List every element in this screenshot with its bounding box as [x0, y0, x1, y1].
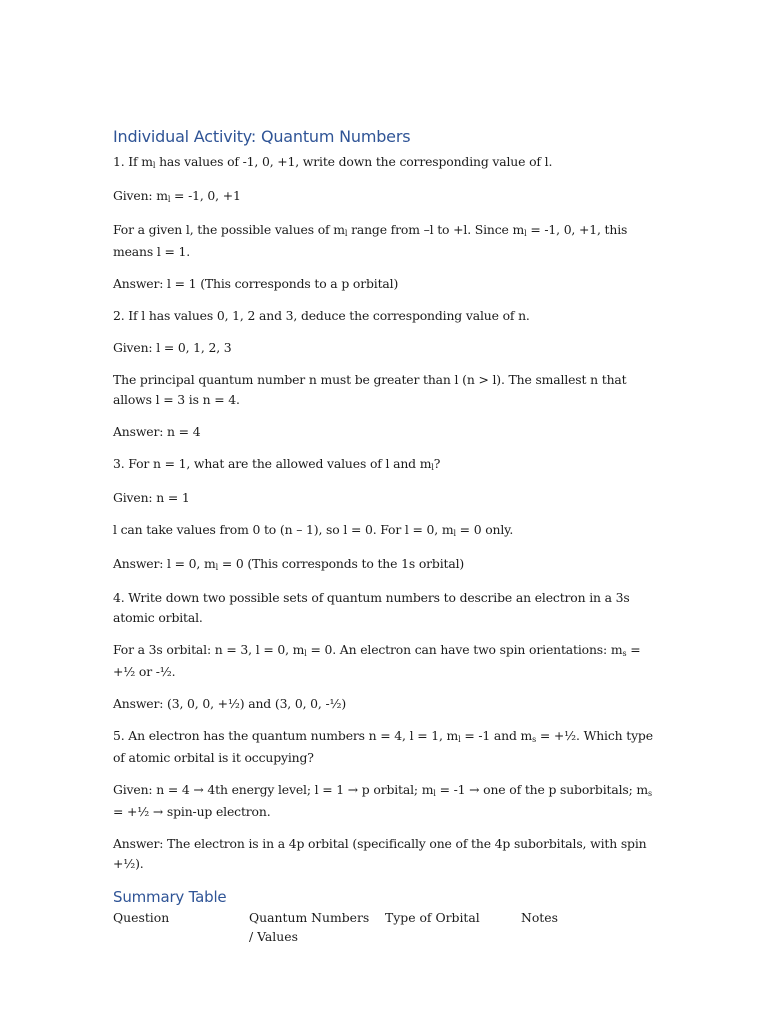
document-page: [113, 124, 658, 946]
q3-given: Given: n = 1: [113, 490, 190, 505]
summary-table-title: Summary Table: [113, 888, 227, 906]
q1-given: Given: ml = -1, 0, +1: [113, 188, 241, 204]
q3-explanation: l can take values from 0 to (n – 1), so l = 0. For l = 0, ml = 0 only.: [113, 522, 514, 538]
q3-answer: Answer: l = 0, ml = 0 (This corresponds to the 1s orbital): [113, 556, 465, 572]
table-header-question: Question: [113, 910, 170, 925]
summary-table: [113, 908, 658, 946]
table-header-orbital-type: Type of Orbital: [385, 910, 480, 925]
q1-answer: Answer: l = 1 (This corresponds to a p orbital): [113, 276, 399, 291]
q4-explanation: For a 3s orbital: n = 3, l = 0, ml = 0. An electron can have two spin orientations: ms = +½ or -½.: [113, 642, 641, 679]
q3-question: 3. For n = 1, what are the allowed values of l and ml?: [113, 456, 441, 472]
q5-question: 5. An electron has the quantum numbers n = 4, l = 1, ml = -1 and ms = +½. Which type of atomic orbital is it occupying?: [113, 728, 653, 765]
q1-question: 1. If ml has values of -1, 0, +1, write down the corresponding value of l.: [113, 154, 553, 170]
q1-explanation: For a given l, the possible values of ml range from –l to +l. Since ml = -1, 0, +1, this means l = 1.: [113, 222, 628, 259]
q2-question: 2. If l has values 0, 1, 2 and 3, deduce the corresponding value of n.: [113, 308, 530, 323]
q4-answer: Answer: (3, 0, 0, +½) and (3, 0, 0, -½): [113, 696, 347, 711]
q5-given: Given: n = 4 → 4th energy level; l = 1 → p orbital; ml = -1 → one of the p suborbitals; ms = +½ → spin-up electron.: [113, 782, 652, 819]
q5-answer: Answer: The electron is in a 4p orbital (specifically one of the 4p suborbitals, with spin +½).: [113, 836, 647, 871]
q2-explanation: The principal quantum number n must be greater than l (n > l). The smallest n that allows l = 3 is n = 4.: [113, 372, 627, 407]
q4-question: 4. Write down two possible sets of quantum numbers to describe an electron in a 3s atomic orbital.: [113, 590, 630, 625]
table-header-notes: Notes: [521, 910, 558, 925]
q2-given: Given: l = 0, 1, 2, 3: [113, 340, 232, 355]
q2-answer: Answer: n = 4: [113, 424, 201, 439]
table-header-quantum-numbers: Quantum Numbers / Values: [249, 910, 370, 944]
page-title: Individual Activity: Quantum Numbers: [113, 127, 411, 146]
